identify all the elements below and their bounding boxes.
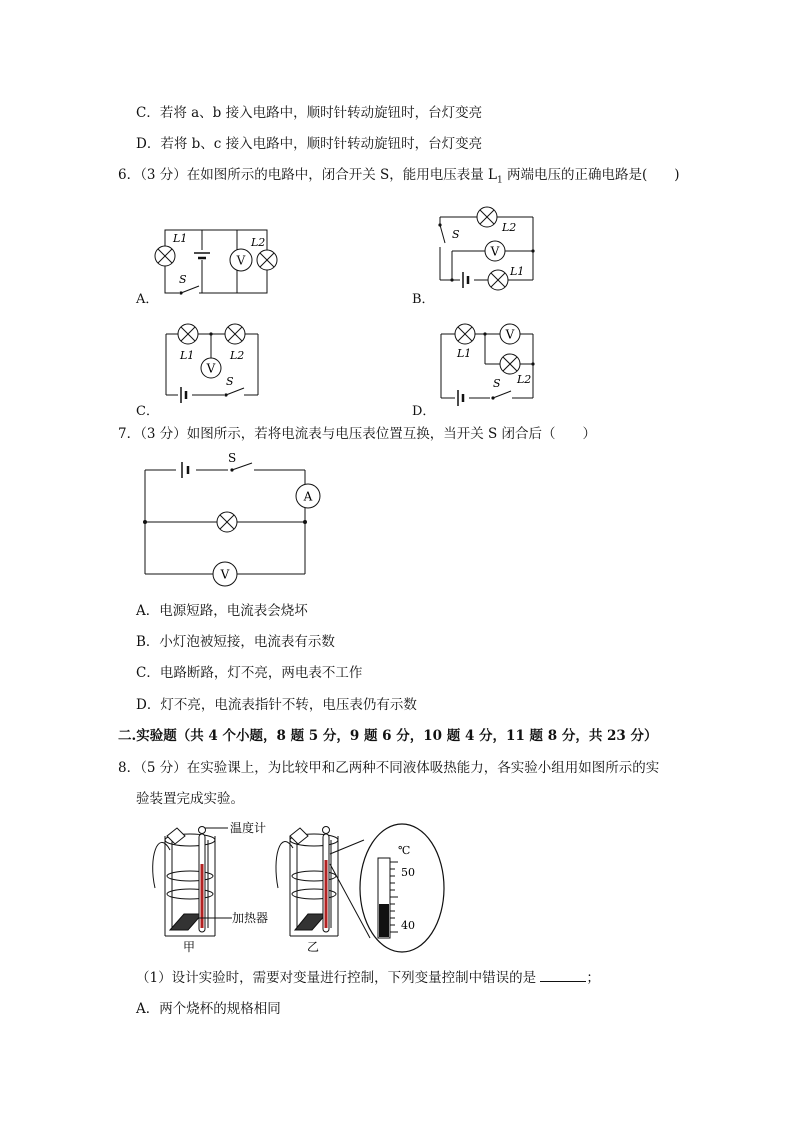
- q8-sub1-text: （1）设计实验时，需要对变量进行控制，下列变量控制中错误的是: [136, 970, 541, 986]
- q8-sub1: [136, 969, 600, 987]
- q6-stem-pre: 6．（3 分）在如图所示的电路中，闭合开关 S，能用电压表量 L: [118, 167, 498, 183]
- svg-text:A: A: [303, 489, 313, 504]
- battery-icon: [178, 387, 192, 403]
- q5-option-c: C．若将 a、b 接入电路中，顺时针转动旋钮时，台灯变亮: [136, 105, 483, 121]
- answer-blank[interactable]: [540, 969, 586, 982]
- q6-circuit-c: [158, 322, 268, 404]
- svg-text:L2: L2: [517, 373, 532, 386]
- svg-text:L2: L2: [251, 236, 266, 249]
- svg-text:℃: ℃: [398, 844, 411, 857]
- svg-text:V: V: [220, 567, 230, 582]
- battery-icon: [176, 462, 196, 478]
- thermometer-yi-icon: [323, 827, 330, 933]
- thermometer-jia-icon: [199, 827, 206, 933]
- svg-text:乙: 乙: [307, 940, 320, 954]
- lamp-l1-icon: [155, 246, 175, 266]
- svg-text:V: V: [505, 327, 515, 342]
- q8-stem-line1: 8．（5 分）在实验课上，为比较甲和乙两种不同液体吸热能力，各实验小组用如图所示的实: [118, 760, 660, 776]
- svg-text:V: V: [490, 244, 500, 259]
- lamp-l1-icon: [455, 324, 475, 344]
- battery-icon: [460, 272, 474, 288]
- svg-text:S: S: [228, 451, 237, 465]
- q8-option-a: A．两个烧杯的规格相同: [136, 1001, 281, 1017]
- svg-text:L2: L2: [502, 221, 517, 234]
- magnified-scale-icon: [360, 824, 444, 952]
- voltmeter-icon: [230, 249, 252, 271]
- battery-icon: [455, 390, 469, 406]
- svg-text:S: S: [179, 273, 187, 286]
- lamp-l2-icon: [500, 354, 520, 374]
- q6-stem-sub: 1: [497, 175, 503, 186]
- q7-option-a: A．电源短路，电流表会烧坏: [136, 603, 308, 619]
- svg-text:加热器: 加热器: [232, 911, 269, 925]
- svg-text:甲: 甲: [183, 940, 196, 954]
- voltmeter-icon: [500, 324, 520, 344]
- q6-label-c: C．: [136, 404, 159, 419]
- q8-stem-line2: 验装置完成实验。: [136, 791, 244, 807]
- q5-option-d: D．若将 b、c 接入电路中，顺时针转动旋钮时，台灯变亮: [136, 136, 483, 152]
- lamp-l2-icon: [257, 250, 277, 270]
- lamp-l1-icon: [488, 270, 508, 290]
- svg-text:S: S: [493, 377, 501, 390]
- voltmeter-icon: [201, 358, 221, 378]
- battery-icon: [191, 250, 213, 260]
- svg-text:L1: L1: [173, 232, 188, 245]
- q6-label-a: A．: [136, 292, 159, 307]
- section-heading: 二.实验题（共 4 个小题，8 题 5 分，9 题 6 分，10 题 4 分，11 题 8 分，共 23 分）: [118, 728, 658, 744]
- q7-circuit: [138, 452, 328, 587]
- q6-circuit-d: [433, 320, 548, 406]
- svg-text:V: V: [236, 253, 246, 268]
- q8-apparatus: [140, 818, 440, 958]
- switch-icon: [179, 286, 199, 296]
- svg-text:L2: L2: [230, 349, 245, 362]
- lamp-l1-icon: [178, 324, 198, 344]
- q6-circuit-a: [155, 220, 280, 300]
- q7-option-b: B．小灯泡被短接，电流表有示数: [136, 634, 335, 650]
- q7-option-c: C．电路断路，灯不亮，两电表不工作: [136, 665, 363, 681]
- svg-text:40: 40: [401, 919, 415, 932]
- q8-sub1-end: ；: [586, 970, 600, 986]
- q7-option-d: D．灯不亮，电流表指针不转，电压表仍有示数: [136, 697, 417, 713]
- q6-stem: [118, 166, 680, 190]
- voltmeter-icon: [213, 562, 237, 586]
- svg-text:V: V: [206, 361, 216, 376]
- voltmeter-icon: [485, 241, 505, 261]
- svg-text:S: S: [452, 228, 460, 241]
- lamp-icon: [217, 512, 237, 532]
- q6-label-b: B．: [412, 292, 435, 307]
- q7-stem: 7．（3 分）如图所示，若将电流表与电压表位置互换，当开关 S 闭合后（ ）: [118, 426, 597, 442]
- q6-label-d: D．: [412, 404, 436, 419]
- svg-text:温度计: 温度计: [230, 821, 267, 835]
- lamp-l2-icon: [225, 324, 245, 344]
- svg-text:L1: L1: [457, 347, 472, 360]
- svg-text:L1: L1: [510, 265, 525, 278]
- switch-icon: [435, 223, 445, 247]
- svg-text:L1: L1: [180, 349, 195, 362]
- ammeter-icon: [296, 484, 320, 508]
- lamp-l2-icon: [477, 207, 497, 227]
- svg-text:S: S: [226, 375, 234, 388]
- svg-text:50: 50: [401, 866, 415, 879]
- q6-stem-post: 两端电压的正确电路是( ): [502, 167, 680, 183]
- q6-circuit-b: [430, 205, 545, 295]
